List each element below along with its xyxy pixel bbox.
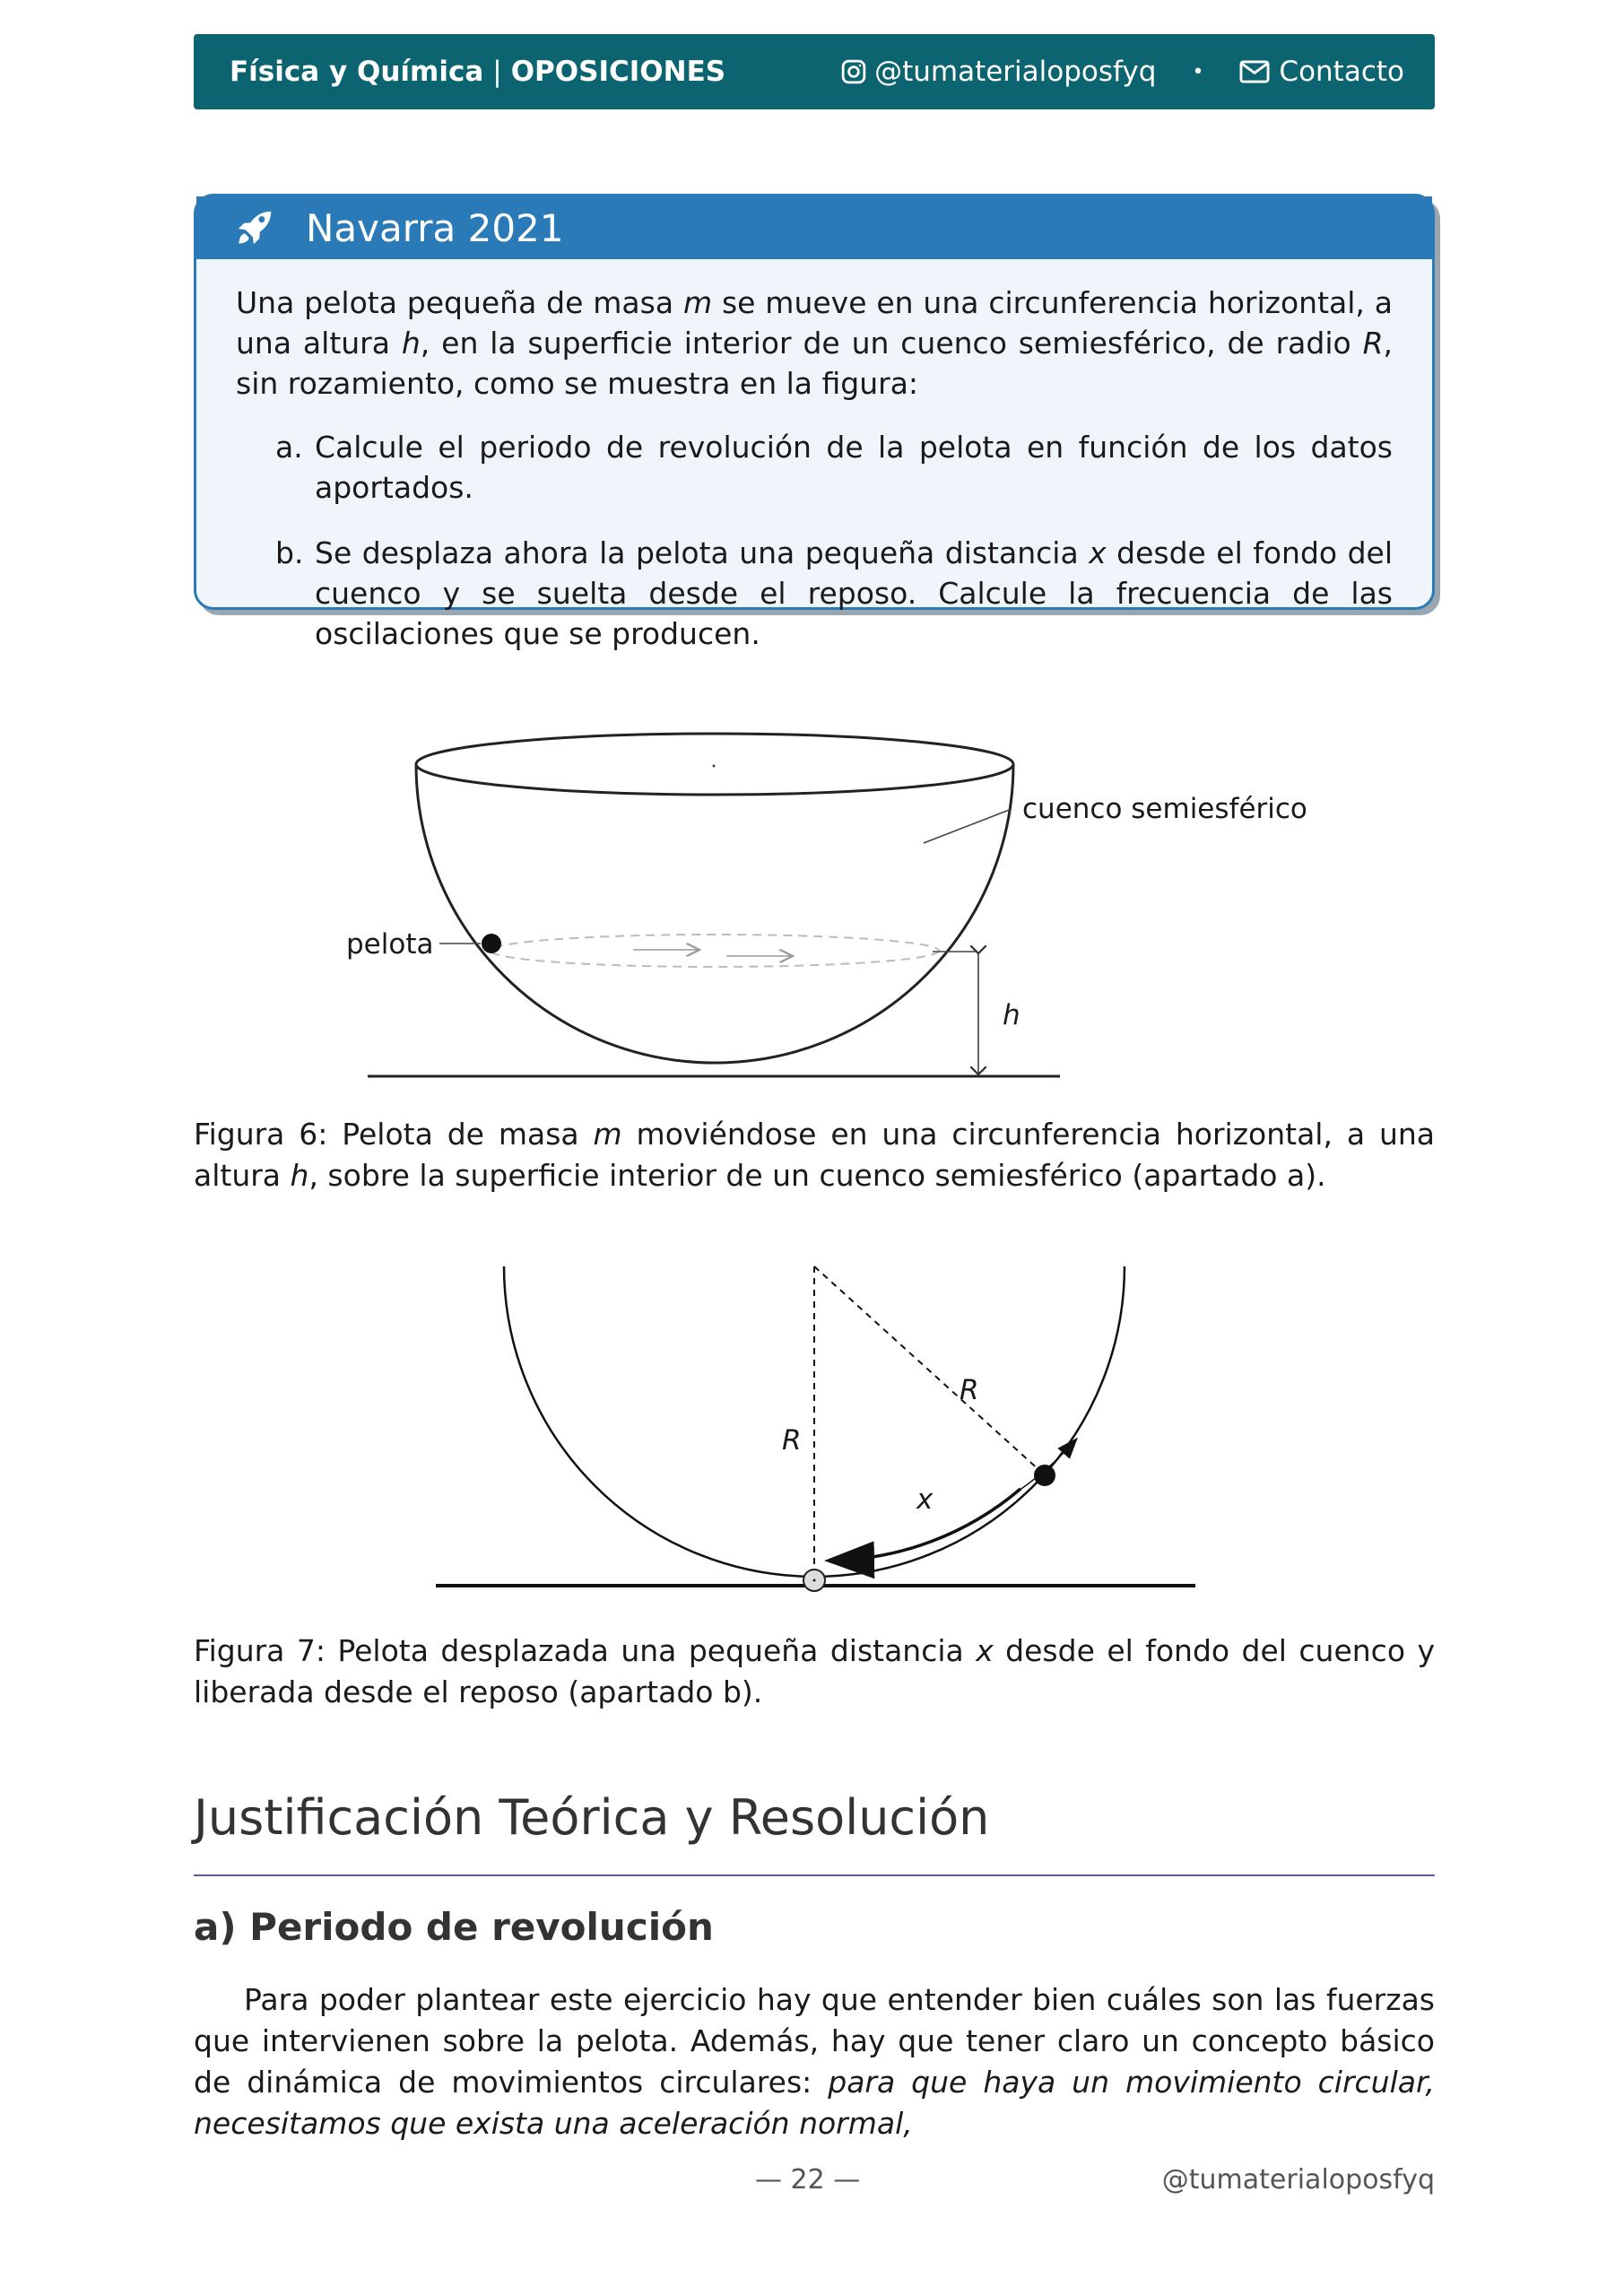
R-vertical-label: R <box>782 1424 802 1457</box>
orbit-path <box>491 935 939 967</box>
header-separator: | <box>492 56 502 88</box>
h-label: h <box>1003 999 1020 1031</box>
page-number: — 22 — <box>755 2164 861 2196</box>
x-label: x <box>916 1483 934 1516</box>
item-label: a. <box>275 430 303 465</box>
header-subject: Física y Química <box>230 56 484 88</box>
displaced-ball <box>1034 1465 1055 1486</box>
mail-icon <box>1239 59 1270 84</box>
figure-6-bowl-diagram <box>0 700 1624 1103</box>
ball-label: pelota <box>346 928 434 961</box>
problem-item-a <box>236 427 1393 508</box>
figure-6-caption: Figura 6: Pelota de masa m moviéndose en una circunferencia horizontal, a una altura h, sobre la superficie interior de un cuenco semiesférico (apartado a). <box>194 1117 1436 1193</box>
bowl-body <box>416 764 1013 1063</box>
problem-intro: Una pelota pequeña de masa m se mueve en una circunferencia horizontal, a una altura h, en la superficie interior de un cuenco semiesférico, de radio R, sin rozamiento, como se muestra en la figura: <box>236 285 1393 401</box>
header-brand <box>230 56 840 88</box>
bowl-label: cuenco semiesférico <box>1022 793 1307 825</box>
contact-label: Contacto <box>1279 56 1404 88</box>
problem-items <box>236 427 1393 654</box>
bowl-leader <box>924 809 1012 843</box>
problem-item-b <box>236 533 1393 654</box>
contact-link[interactable] <box>1239 56 1404 88</box>
R-diagonal-label: R <box>960 1374 979 1406</box>
header-bullet: • <box>1192 60 1204 83</box>
item-text: Calcule el periodo de revolución de la pelota en función de los datos aportados. <box>315 430 1393 505</box>
item-label: b. <box>275 535 304 570</box>
subsection-title: a) Periodo de revolución <box>194 1905 714 1949</box>
problem-title-bar <box>196 196 1432 259</box>
footer-handle: @tumaterialoposfyq <box>1161 2164 1435 2196</box>
problem-title: Navarra 2021 <box>306 205 564 250</box>
figure-7-oscillation-diagram <box>0 1256 1624 1614</box>
instagram-icon <box>840 58 867 85</box>
header-course: OPOSICIONES <box>510 56 726 88</box>
problem-box <box>194 194 1435 651</box>
instagram-handle: @tumaterialoposfyq <box>874 56 1157 88</box>
body-paragraph: Para poder plantear este ejercicio hay que entender bien cuáles son las fuerzas que intervienen sobre la pelota. Además, hay que tener claro un concepto básico de dinámica de movimientos circulares: para que haya un movimiento circular, necesitamos que exista una aceleración normal, <box>194 1982 1435 2141</box>
bowl-rim <box>416 734 1013 795</box>
rim-center-dot <box>713 765 716 768</box>
section-rule <box>194 1874 1435 1876</box>
figure-7-caption: Figura 7: Pelota desplazada una pequeña distancia x desde el fondo del cuenco y liberada desde el reposo (apartado b). <box>194 1633 1435 1709</box>
section-title: Justificación Teórica y Resolución <box>194 1789 990 1846</box>
rocket-icon <box>234 207 275 248</box>
item-text: Se desplaza ahora la pelota una pequeña distancia x desde el fondo del cuenco y se suelta desde el reposo. Calcule la frecuencia de las oscilaciones que se producen. <box>315 535 1393 651</box>
diagonal-radius <box>814 1266 1042 1473</box>
ball <box>482 934 501 953</box>
page-header <box>194 34 1435 109</box>
instagram-link[interactable] <box>840 56 1156 88</box>
